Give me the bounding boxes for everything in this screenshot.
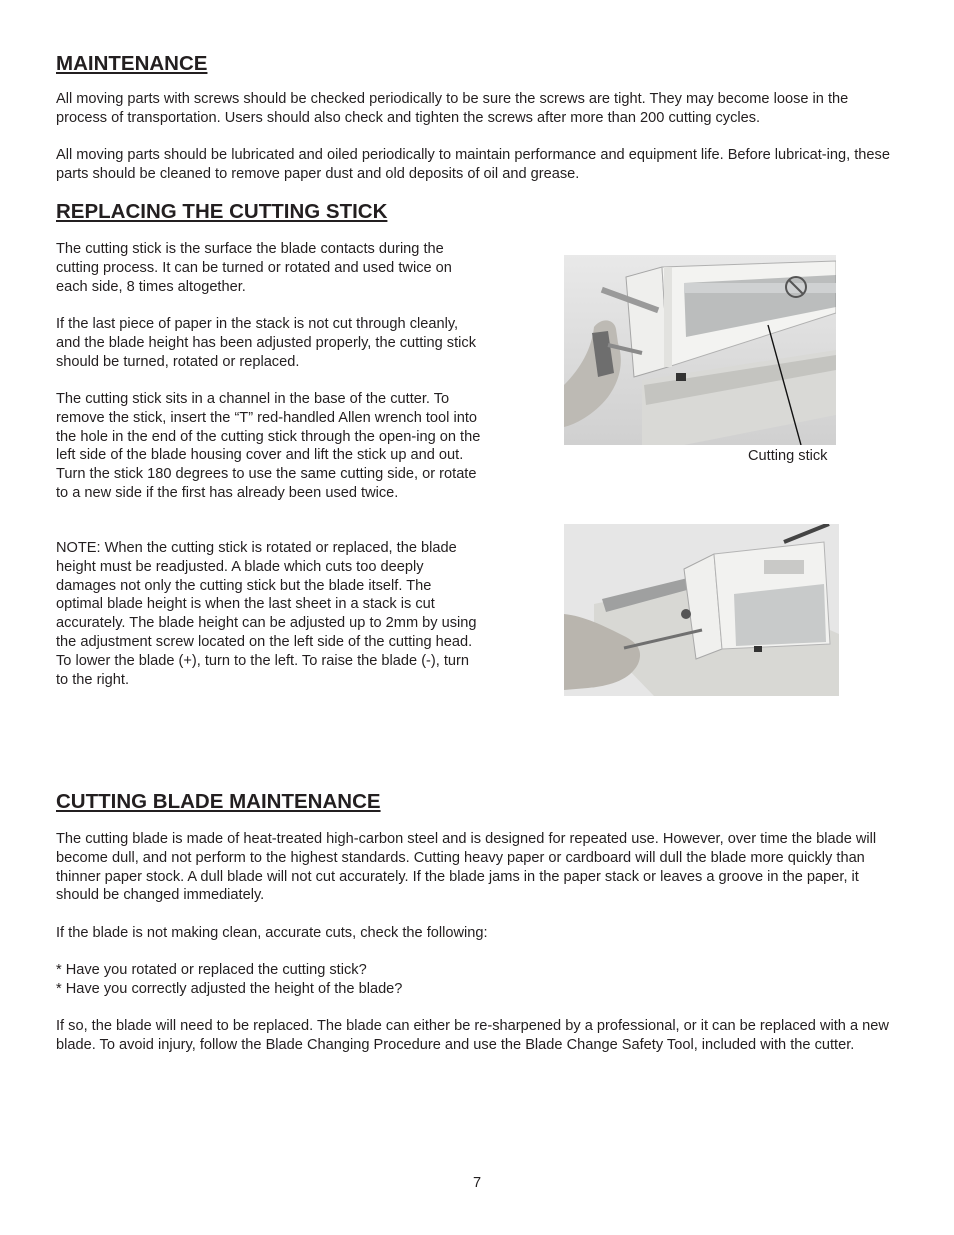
checklist-item: * Have you rotated or replaced the cutting stick? [56, 962, 367, 978]
blade-paragraph-2: If the blade is not making clean, accurate cuts, check the following: [56, 925, 488, 941]
maintenance-paragraph-2: All moving parts should be lubricated and oiled periodically to maintain performance and equipment life. Before lubricat-ing, these parts should be cleaned to remove paper dust and old deposits of oil and grease. [56, 147, 890, 182]
blade-checklist [56, 961, 891, 999]
replacing-paragraph-2: If the last piece of paper in the stack is not cut through cleanly, and the blade height has been adjusted properly, the cutting stick should be turned, rotated or replaced. [56, 316, 476, 370]
blade-adjustment-photo [564, 524, 839, 696]
blade-heading: CUTTING BLADE MAINTENANCE [56, 790, 381, 813]
replacing-paragraph-3: The cutting stick sits in a channel in the base of the cutter. To remove the stick, insert the “T” red-handled Allen wrench tool into the hole in the end of the cutting stick through the open-ing on the left side of the blade housing cover and lift the stick up and out. Turn the stick 180 degrees to use the same cutting side, or rotate to a new side if the first has already been used twice. [56, 391, 481, 501]
blade-paragraph-3: If so, the blade will need to be replaced. The blade can either be re-sharpened by a professional, or it can be replaced with a new blade. To avoid injury, follow the Blade Changing Procedure and use the Blade Change Safety Tool, included with the cutter. [56, 1018, 889, 1053]
cutting-stick-caption: Cutting stick [748, 448, 828, 464]
replacing-heading: REPLACING THE CUTTING STICK [56, 200, 388, 223]
blade-paragraph-1: The cutting blade is made of heat-treated high-carbon steel and is designed for repeated use. However, over time the blade will become dull, and not perform to the highest standards. Cutting heavy paper or cardboard will dull the blade more quickly than thinner paper stock. A dull blade will not cut accurately. If the blade jams in the paper stack or leaves a groove in the paper, it should be changed immediately. [56, 831, 877, 904]
replacing-paragraph-4: NOTE: When the cutting stick is rotated or replaced, the blade height must be readjusted. A blade which cuts too deeply damages not only the cutting stick but the blade itself. The optimal blade height is when the last sheet in a stack is cut accurately. The blade height can be adjusted up to 2mm by using the adjustment screw located on the left side of the cutting head. To lower the blade (+), turn to the left. To raise the blade (-), turn to the right. [56, 540, 477, 688]
replacing-paragraph-1: The cutting stick is the surface the blade contacts during the cutting process. It can be turned or rotated and used twice on each side, 8 times altogether. [56, 241, 452, 295]
checklist-item: * Have you correctly adjusted the height of the blade? [56, 980, 403, 997]
cutting-stick-photo [564, 255, 836, 445]
maintenance-heading: MAINTENANCE [56, 52, 208, 75]
page-number: 7 [472, 1175, 482, 1191]
maintenance-paragraph-1: All moving parts with screws should be checked periodically to be sure the screws are tight. They may become loose in the process of transportation. Users should also check and tighten the screws after more than 200 cutting cycles. [56, 91, 849, 126]
